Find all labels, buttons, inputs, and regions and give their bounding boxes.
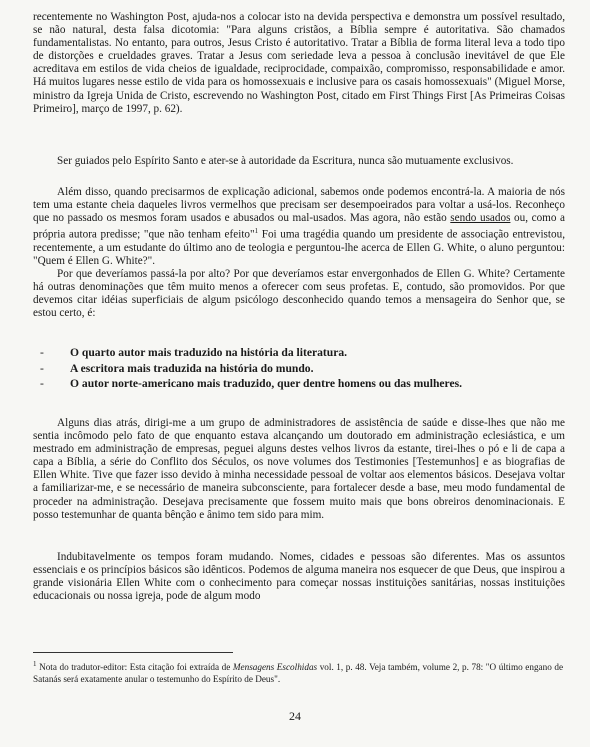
bullet-list <box>40 345 560 392</box>
paragraph-3-part-3: Foi uma tragédia quando um presidente de associação entrevistou, recentemente, a um estudante do último ano de teologia e perguntou-lhe acerca de Ellen G. White, o aluno perguntou: "Quem é Ellen G. White?". <box>33 229 565 268</box>
paragraph-5: Alguns dias atrás, dirigi-me a um grupo de administradores de assistência de saúde e disse-lhes que não me sentia incômodo pelo fato de que enquanto estava alcançando um doutorado em administração eclesiástica, e um mestrado em administração de empresas, peguei alguns destes velhos livros da estante, tirei-lhes o pó e li de capa a capa a Bíblia, a série do Conflito dos Séculos, os nove volumes dos Testimonies [Testemunhos] e as biografias de Ellen White. Tive que fazer isso devido à minha necessidade pessoal de voltar aos elementos básicos. Desejava voltar a familiarizar-me, e se necessário de maneira subconsciente, para fortalecer desde a base, meu modo fundamental de proceder na administração. Desejava precisamente que fossem muito mais que bons obreiros denominacionais. E posso testemunhar de quanta bênção e ânimo tem sido para mim. <box>33 417 565 521</box>
paragraph-3-part-1: Além disso, quando precisarmos de explicação adicional, sabemos onde podemos encontrá-la. A maioria de nós tem uma estante cheia daqueles livros vermelhos que precisam ser desempoeirados para voltar a usá-los. Reconheço que no passado os mesmos foram usados e abusados ou mal-usados. Mas agora, não estão <box>33 186 565 225</box>
paragraph-4: Por que deveríamos passá-la por alto? Por que deveríamos estar envergonhados de Ellen G. White? Certamente há outras denominações que têm muito menos a oferecer com seus profetas. E, contudo, são promovidos. Por que devemos citar idéias superficiais de algum psicólogo desconhecido quando temos a mensageira do Senhor que, se estou certo, é: <box>33 268 565 320</box>
footnote-reference: 1 <box>254 227 259 236</box>
footnote-text-before: Nota do tradutor-editor: Esta citação foi extraída de <box>39 662 231 673</box>
page-number: 24 <box>289 709 301 723</box>
bullet-item <box>40 376 560 392</box>
footnote-book-title: Mensagens Escolhidas <box>232 662 318 673</box>
footnote-divider <box>33 652 233 653</box>
paragraph-2: Ser guiados pelo Espírito Santo e ater-se à autoridade da Escritura, nunca são mutuamente exclusivos. <box>57 155 514 167</box>
footnote <box>33 659 563 685</box>
bullet-marker: - <box>40 377 44 390</box>
paragraph-3 <box>33 186 565 268</box>
underlined-phrase: sendo usados <box>450 212 511 225</box>
footnote-text-after: vol. 1, p. 48. Veja também, volume 2, p. 78: "O último engano de Satanás será exatamente anular o testemunho do Espírito de Deus". <box>33 662 564 684</box>
footnote-number: 1 <box>33 660 37 668</box>
bullet-item <box>40 345 560 361</box>
paragraph-1: recentemente no Washington Post, ajuda-nos a colocar isto na devida perspectiva e demonstra um possível resultado, se não natural, desta falsa dicotomia: "Para alguns cristãos, a Bíblia sempre é autoritativa. São chamados fundamentalistas. No entanto, para outros, Jesus Cristo é autoritativo. Tratar a Bíblia de forma literal leva a todo tipo de distorções e crueldades graves. Tratar a Jesus com seriedade leva a pessoa à conclusão inevitável de que Ele acreditava em estilos de vida cheios de igualdade, reciprocidade, compaixão, compromisso, responsabilidade e amor. Há muitos lugares nesse estilo de vida para os homossexuais e inclusive para os casais homossexuais" (Miguel Morse, ministro da Igreja Unida de Cristo, escrevendo no Washington Post, citado em First Things First [As Primeiras Coisas Primeiro], março de 1997, p. 62). <box>33 11 565 115</box>
bullet-text: O autor norte-americano mais traduzido, quer dentre homens ou das mulheres. <box>70 377 463 390</box>
paragraph-3-part-2: ou, como a própria autora predisse; "que não tenham efeito" <box>33 212 566 242</box>
paragraph-6: Indubitavelmente os tempos foram mudando. Nomes, cidades e pessoas são diferentes. Mas os assuntos essenciais e os princípios básicos são idênticos. Podemos de alguma maneira nos esquecer de que Deus, que inspirou a grande visionária Ellen White com o conhecimento para começar nossas instituições sanitárias, nossas instituições educacionais ou nossa igreja, pode de algum modo <box>33 551 565 603</box>
bullet-marker: - <box>40 346 44 359</box>
bullet-item <box>40 361 560 377</box>
bullet-marker: - <box>40 361 44 375</box>
bullet-text: O quarto autor mais traduzido na história da literatura. <box>70 346 348 359</box>
bullet-text: A escritora mais traduzida na história do mundo. <box>70 361 314 375</box>
